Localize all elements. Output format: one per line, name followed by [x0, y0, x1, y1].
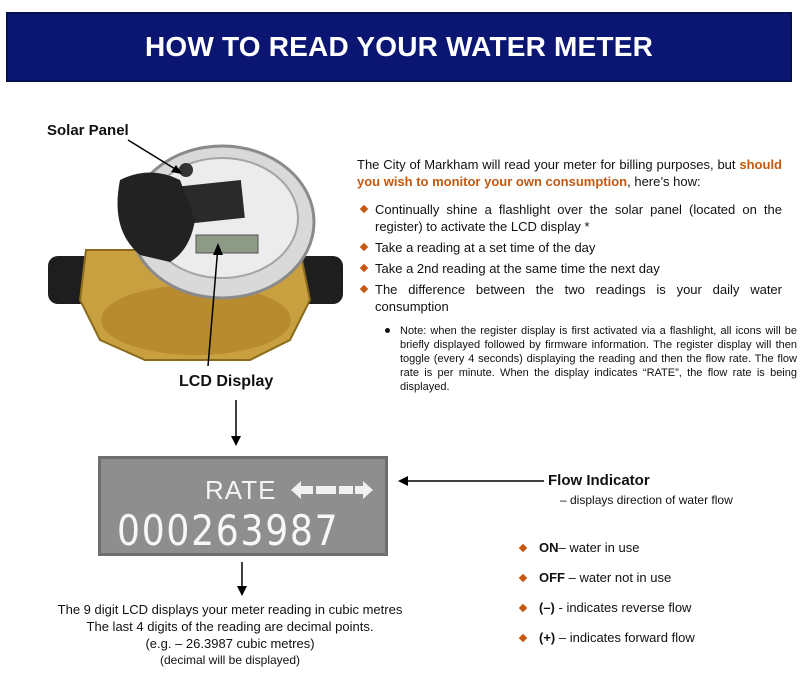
- legend-desc: – water in use: [558, 540, 640, 555]
- steps-list: [357, 201, 782, 319]
- meter-lcd-window: [196, 235, 258, 253]
- intro-paragraph: [357, 156, 782, 190]
- legend-desc: – water not in use: [565, 570, 672, 585]
- note-text: Note: when the register display is first activated via a flashlight, all icons will be briefly displayed followed by firmware information. The register display will then toggle (every 4 seconds) displaying the reading and then the flow rate. The flow rate is per minute. When the display indicates “RATE”, the flow rate is being displayed.: [385, 324, 797, 394]
- legend-desc: – indicates forward flow: [555, 630, 695, 645]
- intro-text-start: The City of Markham will read your meter for billing purposes, but: [357, 157, 740, 172]
- flow-indicator-subtitle: – displays direction of water flow: [560, 493, 733, 507]
- step-item: Take a reading at a set time of the day: [357, 239, 782, 256]
- solar-panel-label: Solar Panel: [47, 122, 129, 139]
- caption-line-2: The last 4 digits of the reading are decimal points.: [86, 619, 374, 634]
- legend-item-off: [517, 568, 695, 598]
- lcd-reading-digits: 000263987: [117, 506, 340, 555]
- intro-emphasis: should you wish to monitor your own consumption: [357, 157, 782, 189]
- lcd-display-label: LCD Display: [179, 373, 274, 390]
- flow-legend: [517, 538, 695, 658]
- page-title: HOW TO READ YOUR WATER METER: [144, 31, 654, 62]
- solar-arrow-line: [128, 140, 180, 172]
- flow-indicator-title: Flow Indicator: [548, 472, 650, 489]
- step-item: Take a 2nd reading at the same time the next day: [357, 260, 782, 277]
- caption-line-1: The 9 digit LCD displays your meter reading in cubic metres: [57, 602, 403, 617]
- legend-key: (–): [539, 600, 555, 615]
- lcd-down-head: [231, 436, 241, 446]
- cap-knob: [179, 163, 193, 177]
- caption-line-4: (decimal will be displayed): [159, 653, 301, 667]
- reading-caption: [40, 601, 420, 669]
- caption-down-head: [237, 586, 247, 596]
- lcd-rate-text: RATE: [205, 475, 277, 505]
- legend-key: OFF: [539, 570, 565, 585]
- flow-direction-icon: [291, 479, 375, 501]
- legend-item-reverse: [517, 598, 695, 628]
- legend-item-on: [517, 538, 695, 568]
- caption-line-3: (e.g. – 26.3987 cubic metres): [145, 636, 315, 651]
- lcd-display-panel: [98, 456, 388, 556]
- step-item: The difference between the two readings is your daily water consumption: [357, 281, 782, 315]
- legend-desc: - indicates reverse flow: [554, 600, 692, 615]
- legend-key: ON: [539, 540, 559, 555]
- legend-item-forward: [517, 628, 695, 658]
- intro-text-end: , here’s how:: [627, 174, 701, 189]
- step-item: Continually shine a flashlight over the solar panel (located on the register) to activate the LCD display *: [357, 201, 782, 235]
- flow-arrow-head: [398, 476, 408, 486]
- legend-key: (+): [539, 630, 556, 645]
